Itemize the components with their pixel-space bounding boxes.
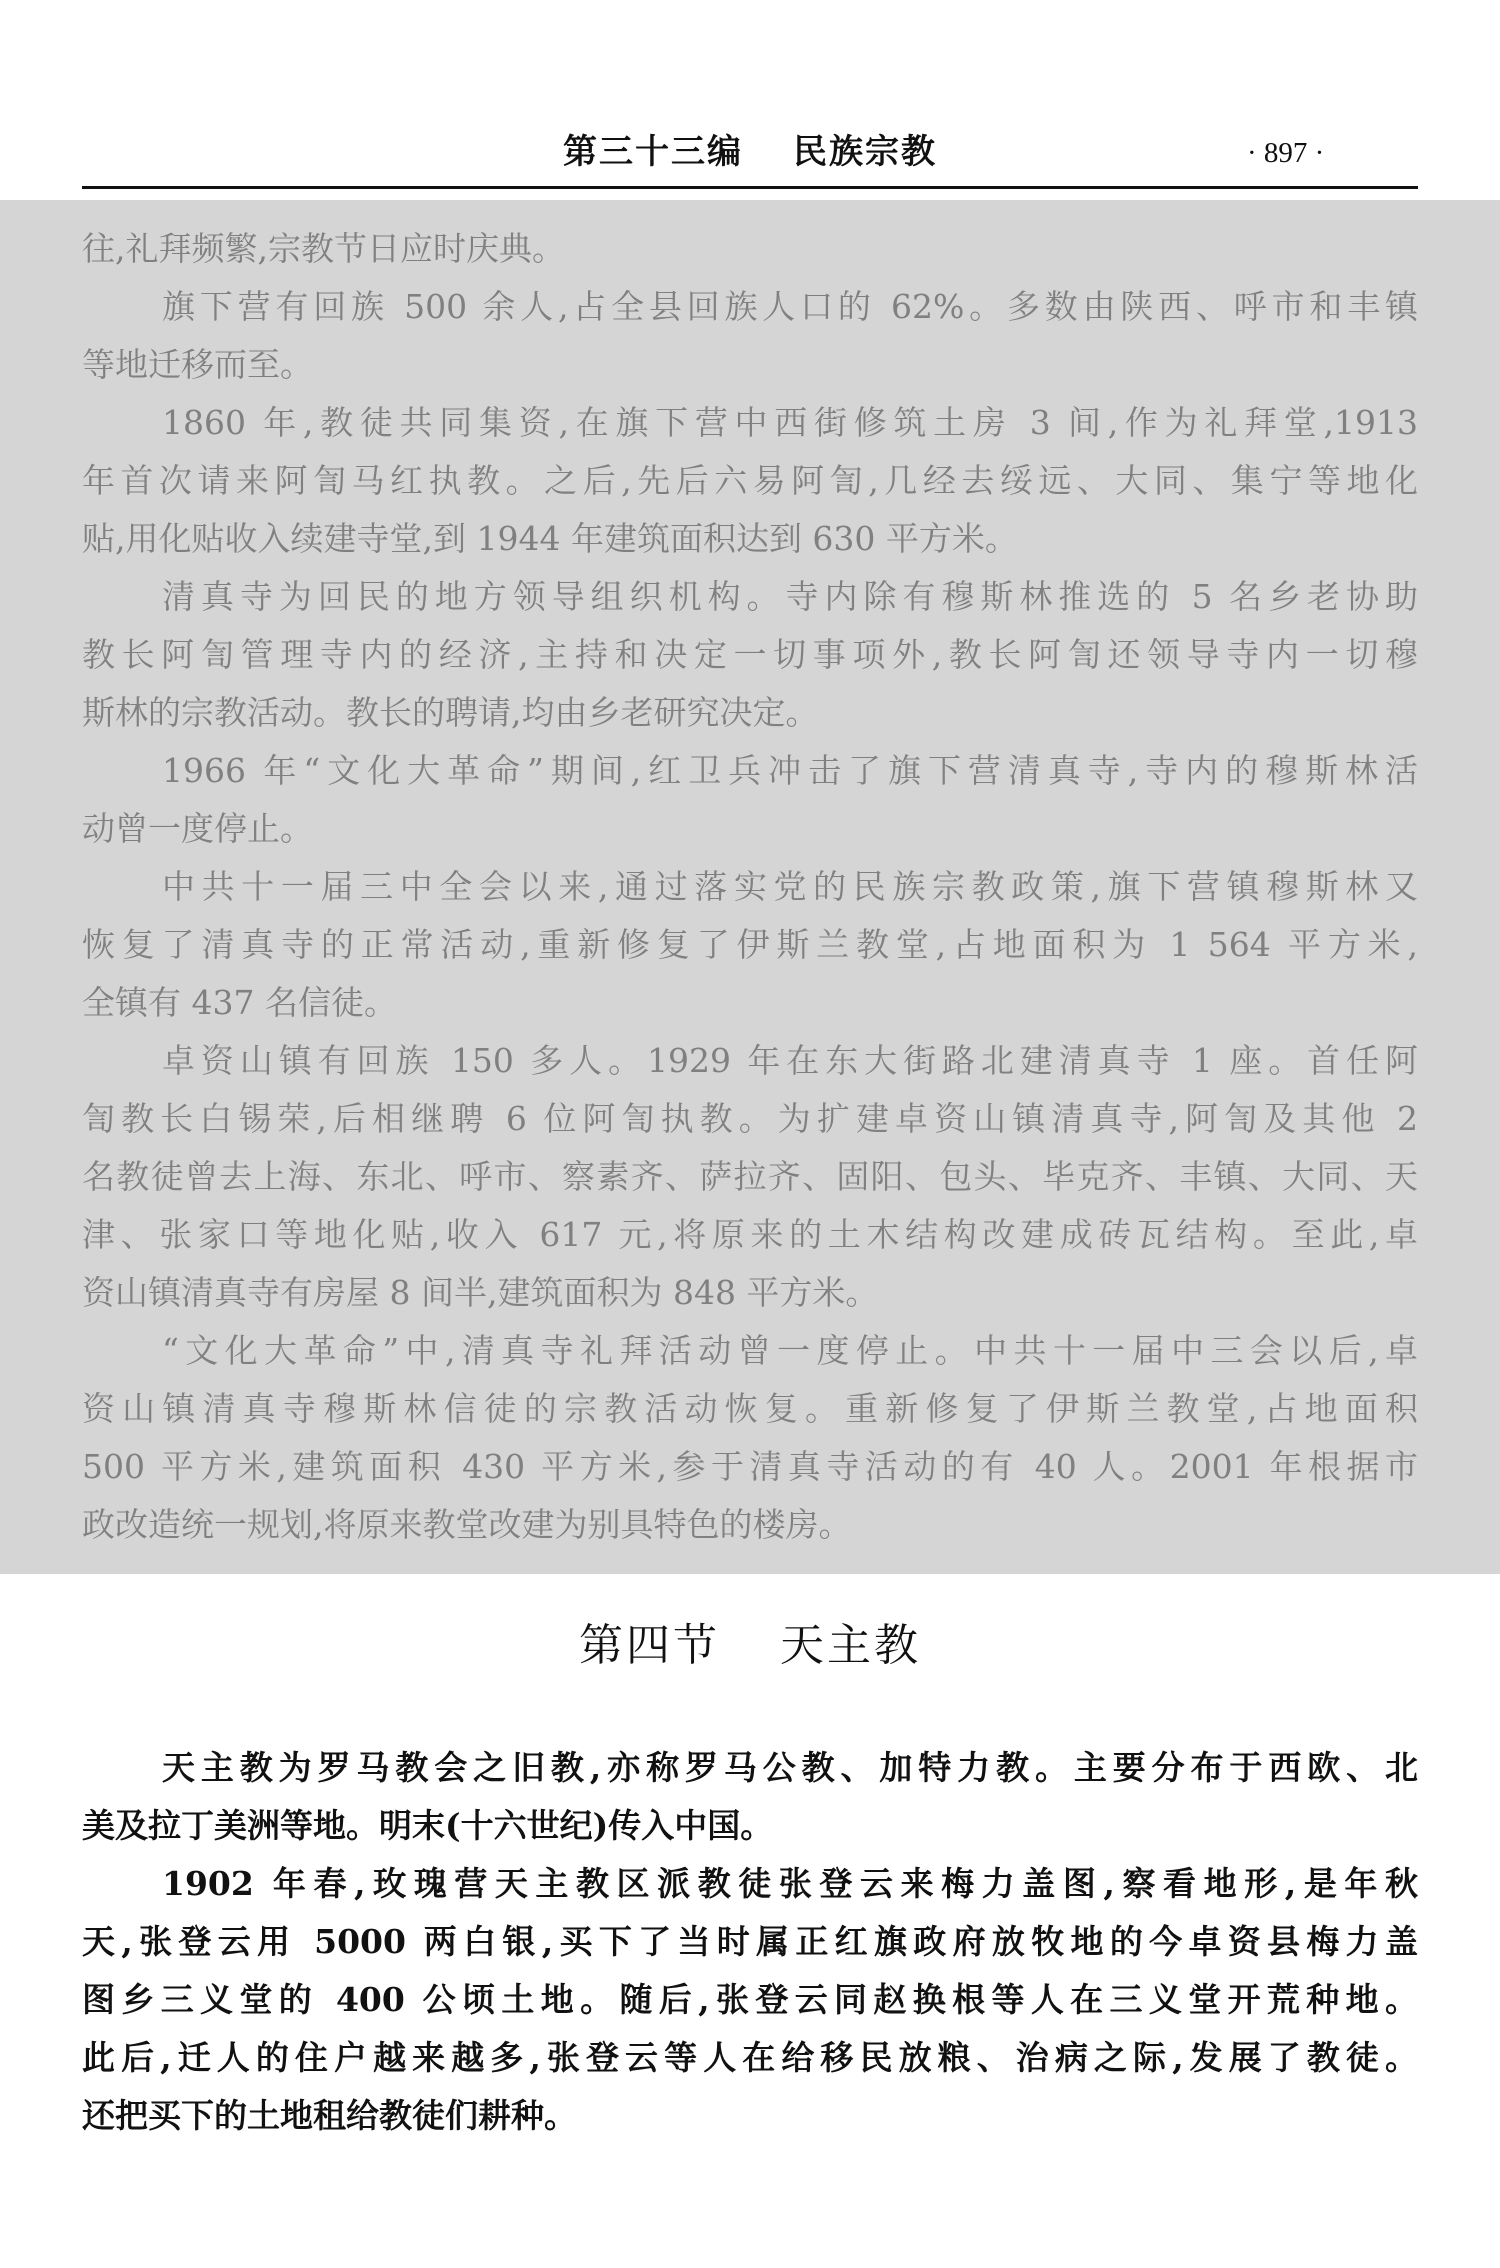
part-name: 民族宗教 (793, 132, 937, 172)
text-line: 图乡三义堂的 400 公顷土地。随后,张登云同赵换根等人在三义堂开荒种地。 (82, 1980, 1418, 2019)
text-line: 天,张登云用 5000 两白银,买下了当时属正红旗政府放牧地的今卓资县梅力盖 (82, 1922, 1418, 1961)
text-line: 訇教长白锡荣,后相继聘 6 位阿訇执教。为扩建卓资山镇清真寺,阿訇及其他 2 (82, 1099, 1418, 1138)
text-line: 恢复了清真寺的正常活动,重新修复了伊斯兰教堂,占地面积为 1 564 平方米, (82, 925, 1418, 964)
paragraph (82, 858, 1418, 1032)
part-number: 第三十三编 (563, 132, 743, 172)
text-line: “文化大革命”中,清真寺礼拜活动曾一度停止。中共十一届中三会以后,卓 (162, 1331, 1418, 1370)
paragraph (82, 568, 1418, 742)
text-line: 等地迁移而至。 (82, 345, 313, 384)
text-line: 资山镇清真寺穆斯林信徒的宗教活动恢复。重新修复了伊斯兰教堂,占地面积 (82, 1389, 1418, 1428)
running-header (0, 126, 1500, 178)
text-line: 还把买下的土地租给教徒们耕种。 (82, 2096, 577, 2135)
text-line: 1966 年“文化大革命”期间,红卫兵冲击了旗下营清真寺,寺内的穆斯林活 (162, 751, 1418, 790)
paragraph (82, 394, 1418, 568)
section-number: 第四节 (579, 1620, 720, 1671)
paragraph (82, 1322, 1418, 1554)
text-line: 资山镇清真寺有房屋 8 间半,建筑面积为 848 平方米。 (82, 1273, 879, 1312)
text-line: 旗下营有回族 500 余人,占全县回族人口的 62%。多数由陕西、呼市和丰镇 (162, 287, 1418, 326)
text-line: 清真寺为回民的地方领导组织机构。寺内除有穆斯林推选的 5 名乡老协助 (162, 577, 1418, 616)
text-line: 500 平方米,建筑面积 430 平方米,参于清真寺活动的有 40 人。2001 年根据市 (82, 1447, 1418, 1486)
text-line: 津、张家口等地化贴,收入 617 元,将原来的土木结构改建成砖瓦结构。至此,卓 (82, 1215, 1418, 1254)
text-line: 卓资山镇有回族 150 多人。1929 年在东大街路北建清真寺 1 座。首任阿 (162, 1041, 1418, 1080)
text-line: 全镇有 437 名信徒。 (82, 983, 397, 1022)
text-line: 动曾一度停止。 (82, 809, 313, 848)
text-line: 名教徒曾去上海、东北、呼市、察素齐、萨拉齐、固阳、包头、毕克齐、丰镇、大同、天 (82, 1157, 1418, 1196)
section-title (0, 1617, 1500, 1675)
catholic-text-block (82, 1739, 1418, 2145)
text-line: 斯林的宗教活动。教长的聘请,均由乡老研究决定。 (82, 693, 819, 732)
text-line: 美及拉丁美洲等地。明末(十六世纪)传入中国。 (82, 1806, 774, 1845)
text-line: 政改造统一规划,将原来教堂改建为别具特色的楼房。 (82, 1505, 852, 1544)
text-line: 此后,迁人的住户越来越多,张登云等人在给移民放粮、治病之际,发展了教徒。 (82, 2038, 1418, 2077)
text-line: 年首次请来阿訇马红执教。之后,先后六易阿訇,几经去绥远、大同、集宁等地化 (82, 461, 1418, 500)
paragraph (82, 1032, 1418, 1322)
text-line: 教长阿訇管理寺内的经济,主持和决定一切事项外,教长阿訇还领导寺内一切穆 (82, 635, 1418, 674)
page-number: · 897 · (1247, 137, 1325, 169)
paragraph (82, 1855, 1418, 2145)
shaded-text-block (82, 220, 1418, 1554)
text-line: 天主教为罗马教会之旧教,亦称罗马公教、加特力教。主要分布于西欧、北 (162, 1748, 1418, 1787)
paragraph (82, 1739, 1418, 1855)
text-line: 贴,用化贴收入续建寺堂,到 1944 年建筑面积达到 630 平方米。 (82, 519, 1018, 558)
paragraph (82, 278, 1418, 394)
section-name: 天主教 (780, 1620, 921, 1671)
text-line: 1860 年,教徒共同集资,在旗下营中西街修筑土房 3 间,作为礼拜堂,1913 (162, 403, 1418, 442)
text-line: 1902 年春,玫瑰营天主教区派教徒张登云来梅力盖图,察看地形,是年秋 (162, 1864, 1418, 1903)
text-line: 往,礼拜频繁,宗教节日应时庆典。 (82, 229, 565, 268)
paragraph (82, 742, 1418, 858)
paragraph (82, 220, 1418, 278)
text-line: 中共十一届三中全会以来,通过落实党的民族宗教政策,旗下营镇穆斯林又 (162, 867, 1418, 906)
header-rule (82, 186, 1418, 189)
